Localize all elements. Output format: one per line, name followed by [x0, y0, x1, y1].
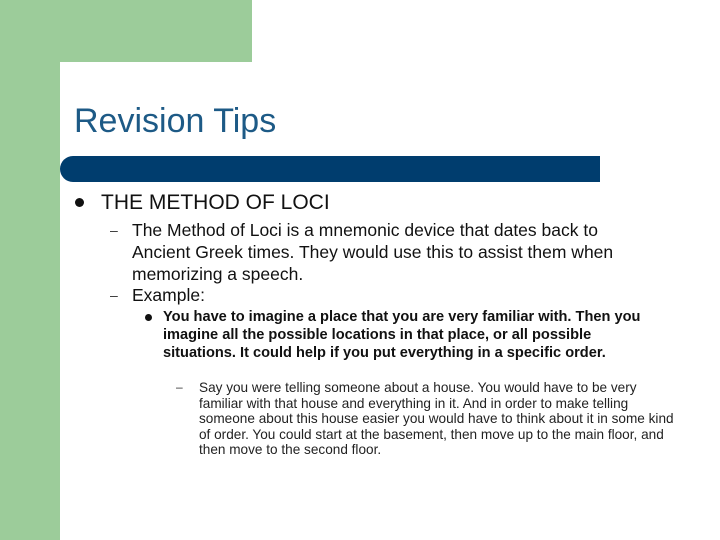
- bullet-dot-icon: [75, 198, 84, 207]
- sub-bullet-text: The Method of Loci is a mnemonic device that dates back to Ancient Greek times. They would use this to assist them when memorizing a speech.: [132, 220, 614, 284]
- sub-bullet-text: Example:: [132, 285, 205, 305]
- slide-title: Revision Tips: [74, 102, 277, 140]
- bullet-text: You have to imagine a place that you are very familiar with. Then you imagine all the possible locations in that place, or all possible situations. It could help if you put everything in a specific order.: [163, 309, 641, 361]
- decorative-green-strip: [0, 0, 60, 540]
- dash-icon: –: [110, 287, 118, 303]
- dash-icon: –: [176, 380, 183, 394]
- dash-icon: –: [110, 222, 118, 238]
- title-underline-bar: [60, 156, 600, 182]
- bullet-dot-icon: [145, 314, 152, 321]
- bullet-text: Say you were telling someone about a house. You would have to be very familiar with that house and everything in it. And in order to make telling someone about this house easier you would have to think about it in some kind of order. You could start at the basement, then move up to the main floor, and then move to the second floor.: [199, 380, 674, 457]
- bullet-text: THE METHOD OF LOCI: [101, 191, 330, 214]
